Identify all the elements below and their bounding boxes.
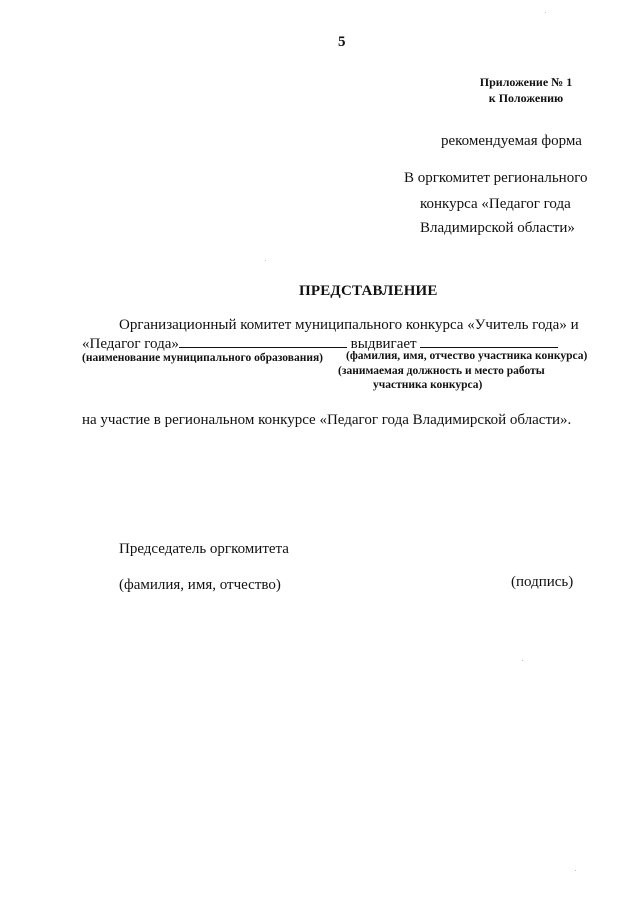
caption-fio: (фамилия, имя, отчество участника конкурса) (346, 350, 588, 362)
participation-line: на участие в региональном конкурсе «Педагог года Владимирской области». (82, 412, 572, 428)
signature-caption: (подпись) (511, 574, 574, 590)
scan-speck (522, 660, 523, 661)
body-line-2-mid: выдвигает (350, 336, 417, 352)
scan-speck (575, 870, 576, 871)
body-line-2-start: «Педагог года» (82, 336, 179, 352)
body-line-1: Организационный комитет муниципального конкурса «Учитель года» и (119, 317, 579, 333)
municipality-blank[interactable] (179, 335, 347, 348)
addressee-line-1: В оргкомитет регионального (404, 170, 588, 186)
chair-label: Председатель оргкомитета (119, 541, 289, 557)
appendix-line-1: Приложение № 1 (479, 75, 573, 89)
participant-blank[interactable] (420, 335, 558, 348)
chair-fio-caption: (фамилия, имя, отчество) (119, 577, 281, 593)
addressee-line-2: конкурса «Педагог года (420, 196, 571, 212)
form-note: рекомендуемая форма (441, 133, 582, 149)
caption-position-1: (занимаемая должность и место работы (338, 365, 545, 377)
scan-speck (545, 12, 546, 13)
caption-municipality: (наименование муниципального образования) (82, 352, 324, 364)
scan-speck (265, 260, 266, 261)
page-number: 5 (338, 34, 346, 50)
caption-position-2: участника конкурса) (373, 379, 483, 391)
addressee-line-3: Владимирской области» (420, 220, 575, 236)
document-title: ПРЕДСТАВЛЕНИЕ (299, 283, 438, 299)
appendix-line-2: к Положению (488, 91, 564, 105)
